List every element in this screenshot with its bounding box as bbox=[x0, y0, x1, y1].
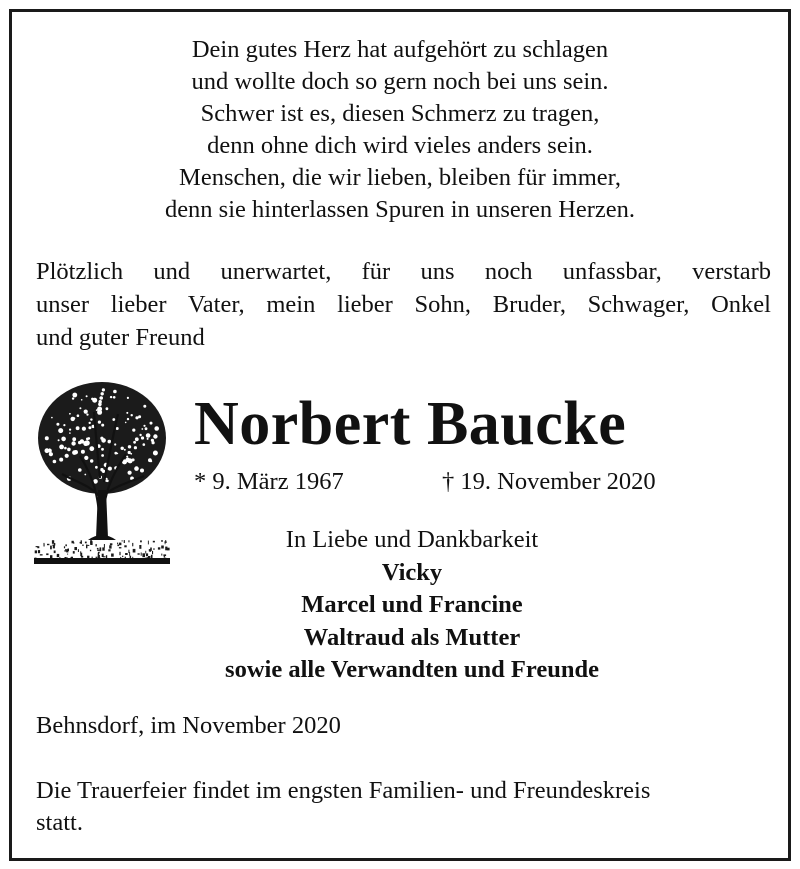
poem-line: Dein gutes Herz hat aufgehört zu schlagen bbox=[191, 36, 609, 63]
poem-line: Menschen, die wir lieben, bleiben für immer, bbox=[179, 164, 621, 191]
mourner-name: Marcel und Francine bbox=[301, 591, 523, 618]
deceased-name: Norbert Baucke bbox=[194, 390, 627, 458]
poem-line: und wollte doch so gern noch bei uns sein. bbox=[191, 68, 609, 95]
birth-date: * 9. März 1967 bbox=[194, 468, 344, 495]
signature-intro: In Liebe und Dankbarkeit bbox=[285, 526, 539, 553]
poem-line: denn ohne dich wird vieles anders sein. bbox=[207, 132, 593, 159]
mourner-name: Vicky bbox=[381, 558, 443, 586]
intro-line: Plötzlich und unerwartet, für uns noch unfassbar, verstarb bbox=[36, 258, 771, 285]
poem-line: denn sie hinterlassen Spuren in unseren Herzen. bbox=[164, 196, 636, 223]
intro-line: und guter Freund bbox=[36, 324, 205, 351]
mourner-name: sowie alle Verwandten und Freunde bbox=[225, 656, 599, 683]
ceremony-note bbox=[36, 775, 771, 839]
mourner-name: Waltraud als Mutter bbox=[303, 623, 521, 651]
ceremony-line: statt. bbox=[36, 809, 83, 836]
poem bbox=[12, 34, 788, 226]
tree-icon bbox=[32, 378, 172, 568]
death-date: † 19. November 2020 bbox=[442, 468, 656, 495]
ceremony-line: Die Trauerfeier findet im engsten Familien- und Freundeskreis bbox=[36, 777, 651, 804]
place-date: Behnsdorf, im November 2020 bbox=[36, 712, 341, 739]
intro-paragraph bbox=[36, 255, 771, 354]
intro-line: unser lieber Vater, mein lieber Sohn, Bruder, Schwager, Onkel bbox=[36, 291, 771, 318]
obituary-notice bbox=[9, 9, 791, 861]
poem-line: Schwer ist es, diesen Schmerz zu tragen, bbox=[200, 100, 600, 127]
signature-block bbox=[162, 524, 662, 687]
